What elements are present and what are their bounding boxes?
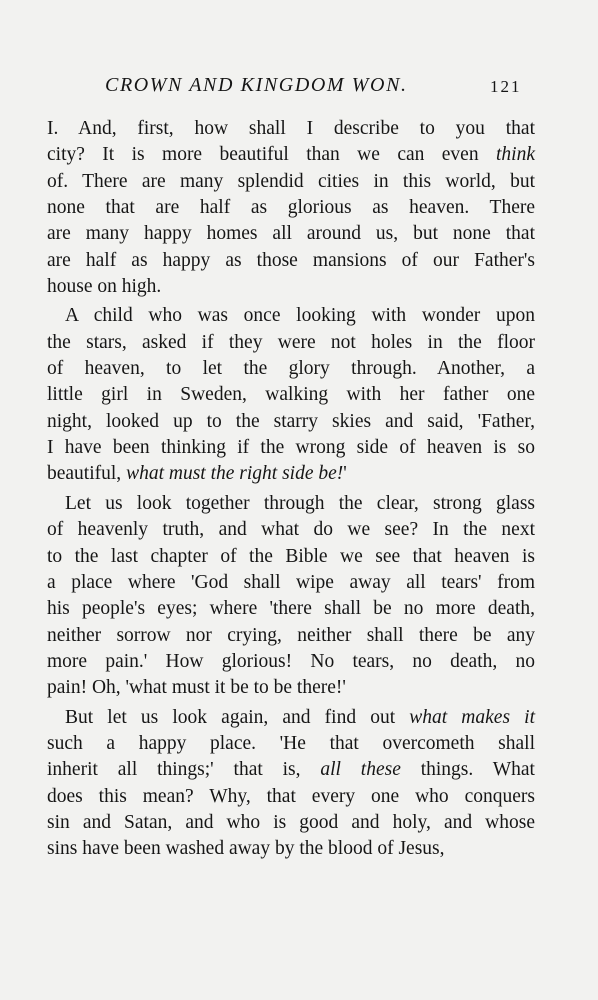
paragraph [47,491,535,702]
text-segment: pain! Oh, 'what must it be to be there!' [47,677,346,699]
text-line [47,409,535,435]
text-line [47,221,535,247]
text-line [47,810,535,836]
body-text [47,116,535,863]
text-line [47,435,535,461]
text-segment: I. And, first, how shall I describe to you that [47,118,535,139]
text-segment: neither sorrow nor crying, neither shall there be any [47,624,535,646]
text-line [47,544,535,570]
text-segment: ' [343,463,347,485]
running-title: CROWN AND KINGDOM WON. [105,74,408,96]
text-segment: does this mean? Why, that every one who conquers [47,785,535,807]
text-line [47,731,535,757]
text-segment: I have been thinking if the wrong side of heaven is so [47,437,535,459]
text-line [47,169,535,195]
text-line [47,623,535,649]
text-line [47,784,535,810]
text-segment: beautiful, [47,463,127,485]
text-segment: little girl in Sweden, walking with her father one [47,384,535,406]
text-line [47,248,535,274]
text-line [47,274,535,300]
text-line [47,570,535,596]
text-line [47,382,535,408]
text-segment: his people's eyes; where 'there shall be no more death, [47,598,535,620]
text-line [47,303,535,329]
italic-segment: what makes it [409,706,535,728]
text-segment: of heaven, to let the glory through. Another, a [47,358,535,380]
text-segment: to the last chapter of the Bible we see that heaven is [47,545,535,567]
text-segment: of. There are many splendid cities in this world, but [47,170,535,192]
text-segment: a place where 'God shall wipe away all tears' from [47,571,535,593]
text-segment: none that are half as glorious as heaven. There [47,197,535,219]
text-segment: are many happy homes all around us, but none that [47,223,535,245]
paragraph [47,705,535,863]
text-segment: Let us look together through the clear, strong glass [65,492,535,514]
page-number: 121 [490,77,522,96]
paragraph [47,303,535,487]
text-line [47,116,535,142]
text-line [47,461,535,487]
text-segment: But let us look again, and find out [65,706,410,728]
text-segment: city? It is more beautiful than we can even [47,144,496,166]
text-line [47,356,535,382]
text-segment: of heavenly truth, and what do we see? In the next [47,519,535,541]
text-line [47,836,535,862]
text-line [47,705,535,731]
text-line [47,649,535,675]
text-segment: sins have been washed away by the blood of Jesus, [47,838,445,860]
text-line [47,491,535,517]
text-segment: sin and Satan, and who is good and holy, and whose [47,811,535,833]
text-segment: A child who was once looking with wonder upon [65,305,535,327]
text-line [47,596,535,622]
text-line [47,757,535,783]
text-segment: night, looked up to the starry skies and said, 'Father, [47,410,535,432]
text-segment: inherit all things;' that is, [47,759,321,781]
text-segment: more pain.' How glorious! No tears, no death, no [47,650,535,672]
italic-segment: think [496,144,535,166]
paragraph [47,116,535,300]
text-line [47,142,535,168]
running-head [0,74,598,104]
text-segment: such a happy place. 'He that overcometh shall [47,732,535,754]
text-segment: the stars, asked if they were not holes in the floor [47,331,535,353]
text-line [47,675,535,701]
text-line [47,517,535,543]
text-line [47,330,535,356]
italic-segment: all these [320,759,401,781]
text-segment: things. What [400,759,535,781]
text-line [47,195,535,221]
text-segment: are half as happy as those mansions of our Father's [47,249,535,271]
italic-segment: what must the right side be! [126,463,344,485]
text-segment: house on high. [47,276,162,298]
